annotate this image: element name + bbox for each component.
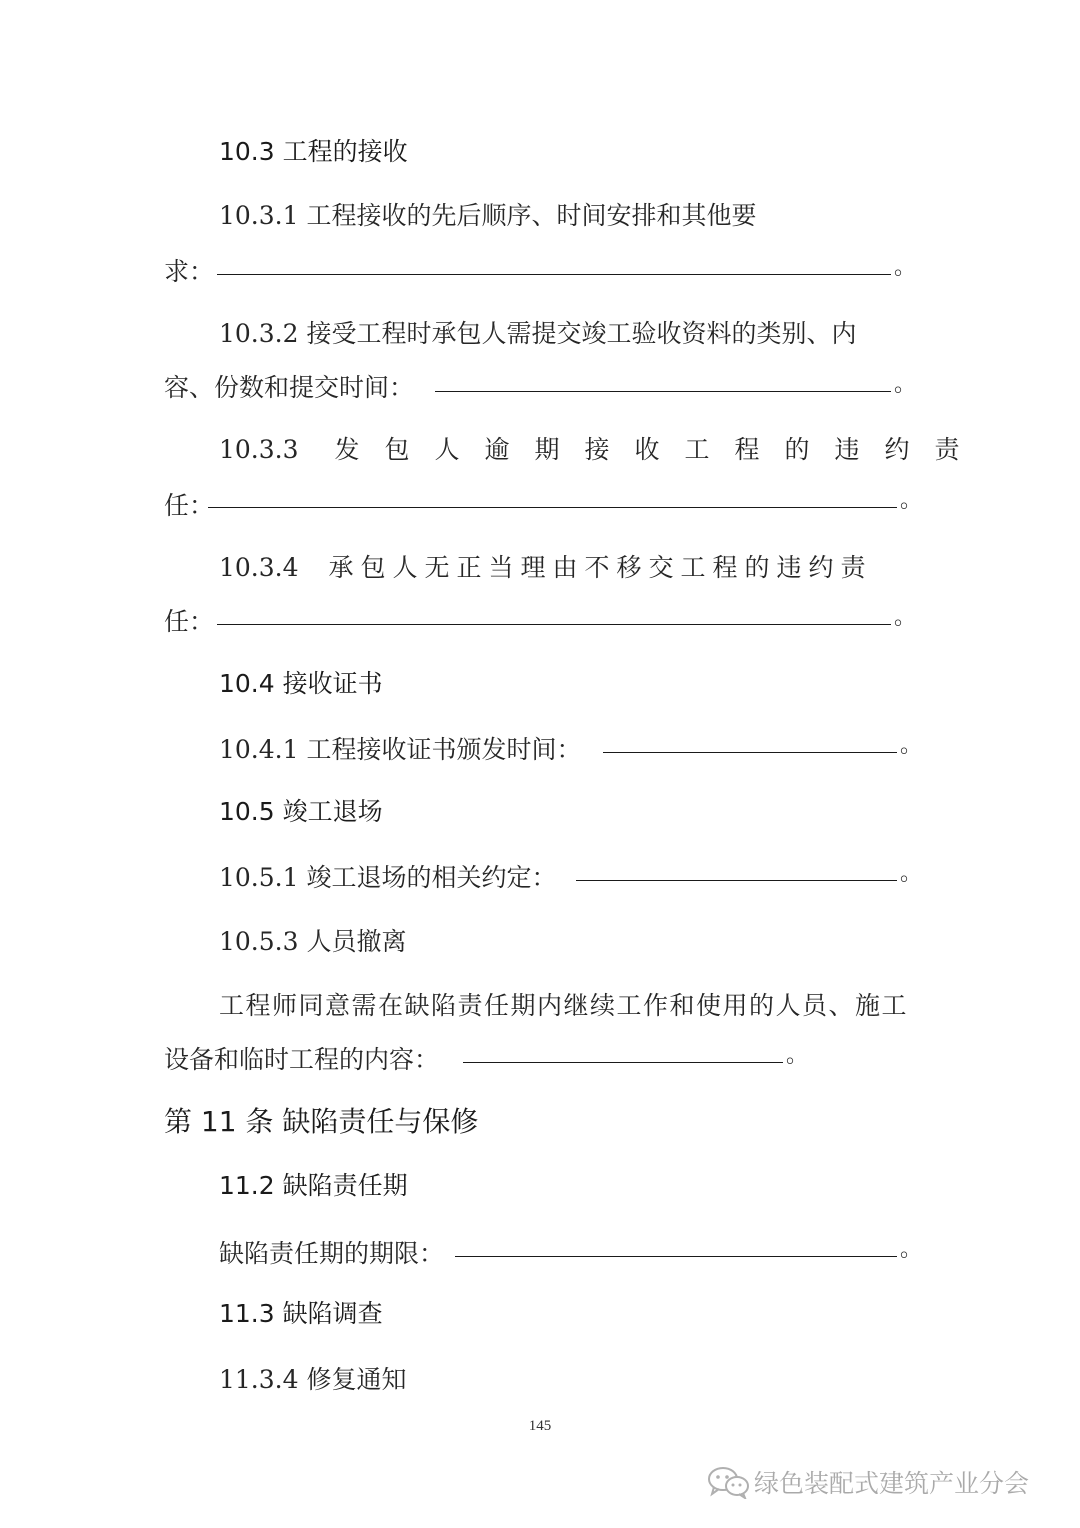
watermark	[706, 1464, 1029, 1500]
clause-10-3-2-blank[interactable]: 。	[432, 366, 916, 396]
clause-10-3-1-cont: 求：	[164, 257, 215, 286]
clause-10-3-3-blank[interactable]: 。	[205, 482, 922, 512]
page-number: 145	[528, 1418, 552, 1434]
clause-10-5-3-text-line1: 工程师同意需在缺陷责任期内继续工作和使用的人员、施工	[219, 991, 909, 1020]
clause-11-2-label: 缺陷责任期的期限：	[219, 1239, 445, 1268]
heading-10-3: 10.3 工程的接收	[219, 137, 408, 166]
watermark-text: 绿色装配式建筑产业分会	[754, 1469, 1030, 1498]
clause-10-3-4-cont: 任：	[164, 607, 215, 636]
heading-10-4: 10.4 接收证书	[219, 669, 383, 698]
clause-10-3-4-line	[219, 548, 873, 584]
heading-11-2: 11.2 缺陷责任期	[219, 1171, 408, 1200]
clause-10-3-3-cont: 任：	[164, 491, 215, 520]
clause-10-3-3-label: 发包人逾期接收工程的违约责	[334, 435, 985, 464]
clause-10-3-2-label: 10.3.2 接受工程时承包人需提交竣工验收资料的类别、内	[219, 319, 857, 348]
heading-article-11: 第 11 条 缺陷责任与保修	[164, 1105, 479, 1138]
clause-10-3-1-label: 10.3.1 工程接收的先后顺序、时间安排和其他要	[219, 201, 757, 230]
heading-11-3: 11.3 缺陷调查	[219, 1299, 383, 1328]
clause-10-5-1-blank[interactable]: 。	[573, 855, 922, 885]
clause-10-3-3-num: 10.3.3	[219, 435, 299, 464]
clause-10-3-4-label: 承包人无正当理由不移交工程的违约责	[328, 553, 873, 582]
clause-11-3-4-label: 11.3.4 修复通知	[219, 1365, 407, 1394]
clause-10-5-3-text-line2: 设备和临时工程的内容：	[164, 1045, 440, 1074]
clause-10-3-3-line	[219, 430, 985, 466]
clause-10-5-3-blank[interactable]: 。	[460, 1037, 808, 1067]
clause-11-2-blank[interactable]: 。	[452, 1231, 922, 1261]
clause-10-4-1-blank[interactable]: 。	[600, 727, 922, 757]
wechat-icon	[706, 1465, 750, 1499]
clause-10-4-1-label: 10.4.1 工程接收证书颁发时间：	[219, 735, 582, 764]
clause-10-3-4-num: 10.3.4	[219, 553, 299, 582]
clause-10-5-3-label: 10.5.3 人员撤离	[219, 927, 407, 956]
clause-10-3-1-blank[interactable]: 。	[214, 249, 916, 279]
clause-10-3-2-cont: 容、份数和提交时间：	[164, 373, 415, 402]
clause-10-5-1-label: 10.5.1 竣工退场的相关约定：	[219, 863, 557, 892]
heading-10-5: 10.5 竣工退场	[219, 797, 383, 826]
clause-10-3-4-blank[interactable]: 。	[214, 599, 916, 629]
